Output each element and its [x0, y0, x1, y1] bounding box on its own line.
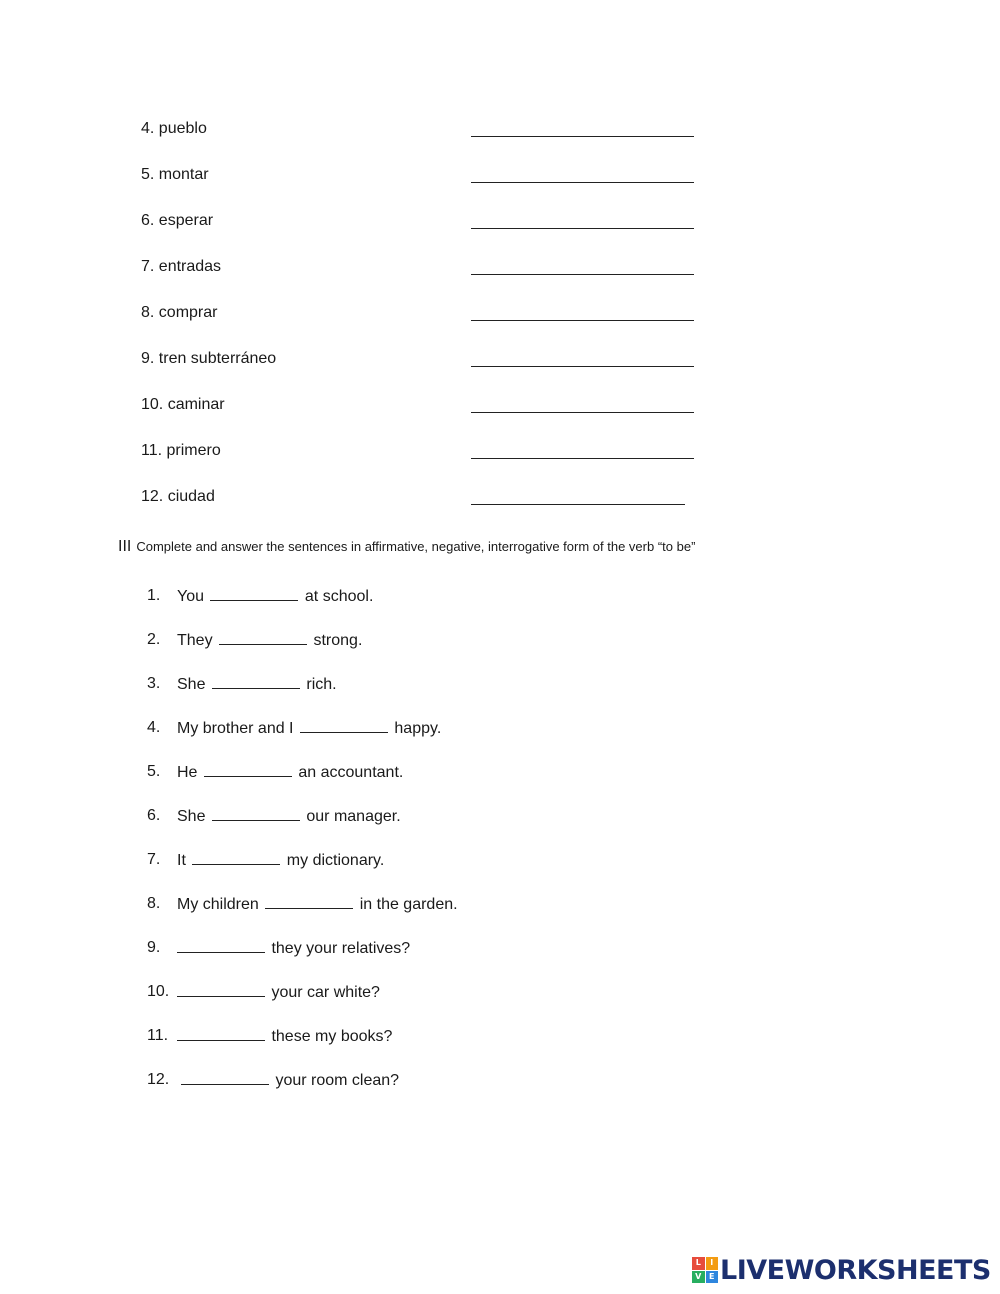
sentence-number: 1. — [147, 587, 161, 604]
vocab-item-label: 12. ciudad — [141, 488, 215, 505]
answer-blank[interactable] — [181, 1070, 269, 1085]
sentence-before: My brother and I — [177, 720, 294, 737]
sentence-number: 9. — [147, 939, 161, 956]
answer-blank[interactable] — [177, 982, 265, 997]
sentence-after: at school. — [304, 588, 374, 605]
vocab-answer-line[interactable] — [471, 136, 694, 137]
sentence-after: these my books? — [271, 1028, 393, 1045]
vocab-item-label: 8. comprar — [141, 304, 218, 321]
logo-text: LIVEWORKSHEETS — [720, 1254, 991, 1286]
answer-blank[interactable] — [219, 630, 307, 645]
sentence-number: 12. — [147, 1071, 170, 1088]
sentence-after: my dictionary. — [286, 852, 385, 869]
sentence-after: strong. — [313, 632, 363, 649]
vocab-item-label: 4. pueblo — [141, 120, 207, 137]
vocab-item-label: 10. caminar — [141, 396, 225, 413]
vocab-item-label: 11. primero — [141, 442, 221, 459]
section-number: III — [118, 538, 132, 555]
vocab-answer-line[interactable] — [471, 274, 694, 275]
badge-letter: I — [706, 1257, 719, 1270]
sentence-after: happy. — [394, 720, 442, 737]
sentence-number: 5. — [147, 763, 161, 780]
vocab-item-label: 9. tren subterráneo — [141, 350, 277, 367]
sentence-number: 2. — [147, 631, 161, 648]
liveworksheets-logo — [692, 1255, 991, 1285]
sentence-after: rich. — [306, 676, 337, 693]
vocab-answer-line[interactable] — [471, 504, 685, 505]
sentence-after: your room clean? — [275, 1072, 400, 1089]
vocab-item-label: 6. esperar — [141, 212, 214, 229]
answer-blank[interactable] — [300, 718, 388, 733]
sentence-before: You — [177, 588, 204, 605]
badge-letter: L — [692, 1257, 705, 1270]
sentence-after: your car white? — [271, 984, 380, 1001]
sentence-after: in the garden. — [359, 896, 458, 913]
sentence-before: She — [177, 808, 206, 825]
sentence-number: 6. — [147, 807, 161, 824]
vocab-answer-line[interactable] — [471, 228, 694, 229]
badge-letter: E — [706, 1271, 719, 1284]
answer-blank[interactable] — [212, 806, 300, 821]
sentence-before: It — [177, 852, 186, 869]
sentence-number: 3. — [147, 675, 161, 692]
vocab-answer-line[interactable] — [471, 366, 694, 367]
answer-blank[interactable] — [177, 938, 265, 953]
sentence-before: She — [177, 676, 206, 693]
sentence-number: 4. — [147, 719, 161, 736]
sentence-before: My children — [177, 896, 259, 913]
vocab-answer-line[interactable] — [471, 182, 694, 183]
section-instruction-text: Complete and answer the sentences in affirmative, negative, interrogative form of the verb “to be” — [136, 539, 696, 554]
vocab-answer-line[interactable] — [471, 458, 694, 459]
badge-letter: V — [692, 1271, 705, 1284]
sentence-number: 11. — [147, 1027, 169, 1044]
sentence-after: an accountant. — [298, 764, 404, 781]
answer-blank[interactable] — [265, 894, 353, 909]
sentence-before: They — [177, 632, 213, 649]
vocab-item-label: 7. entradas — [141, 258, 222, 275]
sentence-after: our manager. — [306, 808, 401, 825]
answer-blank[interactable] — [177, 1026, 265, 1041]
vocab-answer-line[interactable] — [471, 412, 694, 413]
live-badge-icon — [692, 1257, 718, 1283]
vocab-answer-line[interactable] — [471, 320, 694, 321]
answer-blank[interactable] — [212, 674, 300, 689]
sentence-before: He — [177, 764, 198, 781]
section-instruction — [118, 538, 695, 556]
vocab-item-label: 5. montar — [141, 166, 209, 183]
sentence-after: they your relatives? — [271, 940, 411, 957]
answer-blank[interactable] — [192, 850, 280, 865]
answer-blank[interactable] — [204, 762, 292, 777]
sentence-number: 10. — [147, 983, 170, 1000]
answer-blank[interactable] — [210, 586, 298, 601]
sentence-number: 8. — [147, 895, 161, 912]
sentence-number: 7. — [147, 851, 161, 868]
